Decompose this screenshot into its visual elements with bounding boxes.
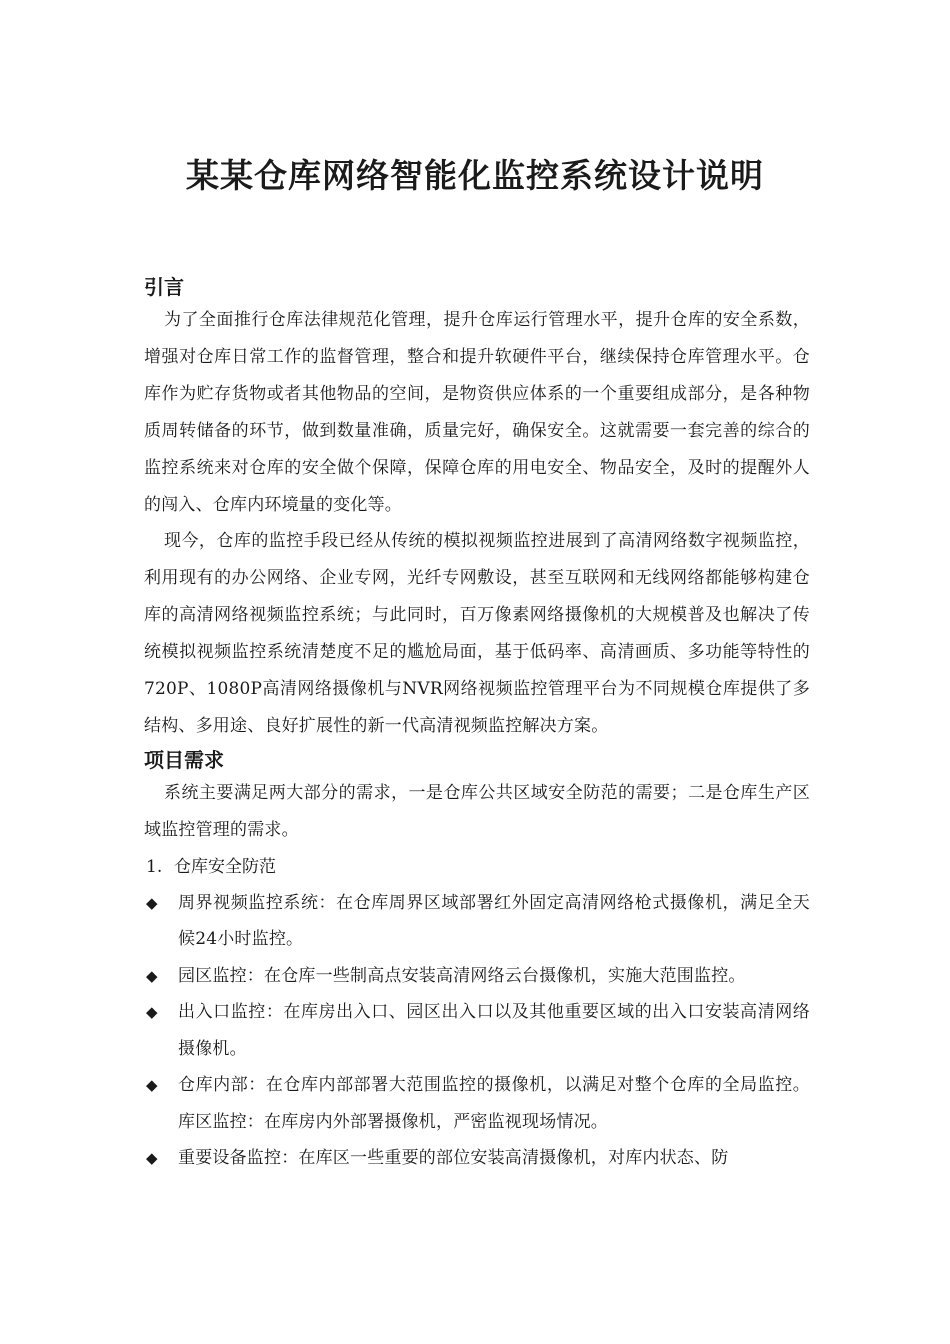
bullet-text: 周界视频监控系统：在仓库周界区域部署红外固定高清网络枪式摄像机，满足全天候24小时监控。 xyxy=(178,892,810,950)
intro-paragraph-2: 现今，仓库的监控手段已经从传统的模拟视频监控进展到了高清网络数字视频监控，利用现有的办公网络、企业专网，光纤专网敷设，甚至互联网和无线网络都能够构建仓库的高清网络视频监控系统；与此同时，百万像素网络摄像机的大规模普及也解决了传统模拟视频监控系统清楚度不足的尴尬局面，基于低码率、高清画质、多功能等特性的720P、1080P高清网络摄像机与NVR网络视频监控管理平台为不同规模仓库提供了多结构、多用途、良好扩展性的新一代高清视频监控解决方案。 xyxy=(144,531,810,736)
bullet-text: 园区监控：在仓库一些制高点安装高清网络云台摄像机，实施大范围监控。 xyxy=(178,965,746,986)
bullet-item xyxy=(144,958,810,995)
diamond-bullet-icon: ◆ xyxy=(146,1076,158,1095)
diamond-bullet-icon: ◆ xyxy=(146,1003,158,1022)
bullet-item xyxy=(144,885,810,958)
requirements-paragraph-1: 系统主要满足两大部分的需求，一是仓库公共区域安全防范的需要；二是仓库生产区域监控管理的需求。 xyxy=(144,782,810,840)
bullet-item xyxy=(144,1067,810,1140)
document-body xyxy=(144,272,810,1177)
bullet-item xyxy=(144,994,810,1067)
item-text: 仓库安全防范 xyxy=(174,856,276,877)
numbered-item-1 xyxy=(144,849,810,885)
diamond-bullet-icon: ◆ xyxy=(146,966,158,985)
bullet-item xyxy=(144,1140,810,1177)
diamond-bullet-icon: ◆ xyxy=(146,1149,158,1168)
intro-paragraph-1: 为了全面推行仓库法律规范化管理，提升仓库运行管理水平，提升仓库的安全系数，增强对仓库日常工作的监督管理，整合和提升软硬件平台，继续保持仓库管理水平。仓库作为贮存货物或者其他物品的空间，是物资供应体系的一个重要组成部分，是各种物质周转储备的环节，做到数量准确，质量完好，确保安全。这就需要一套完善的综合的监控系统来对仓库的安全做个保障，保障仓库的用电安全、物品安全，及时的提醒外人的闯入、仓库内环境量的变化等。 xyxy=(144,310,810,515)
section-heading-intro: 引言 xyxy=(144,275,184,299)
item-number: 1. xyxy=(146,856,163,877)
bullet-text: 重要设备监控：在库区一些重要的部位安装高清摄像机，对库内状态、防 xyxy=(178,1148,729,1169)
section-heading-requirements: 项目需求 xyxy=(144,747,224,772)
bullet-text: 仓库内部：在仓库内部部署大范围监控的摄像机，以满足对整个仓库的全局监控。库区监控：在库房内外部署摄像机，严密监视现场情况。 xyxy=(178,1075,810,1132)
document-title: 某某仓库网络智能化监控系统设计说明 xyxy=(186,156,764,195)
diamond-bullet-icon: ◆ xyxy=(146,893,158,912)
bullet-text: 出入口监控：在库房出入口、园区出入口以及其他重要区域的出入口安装高清网络摄像机。 xyxy=(178,1002,810,1059)
